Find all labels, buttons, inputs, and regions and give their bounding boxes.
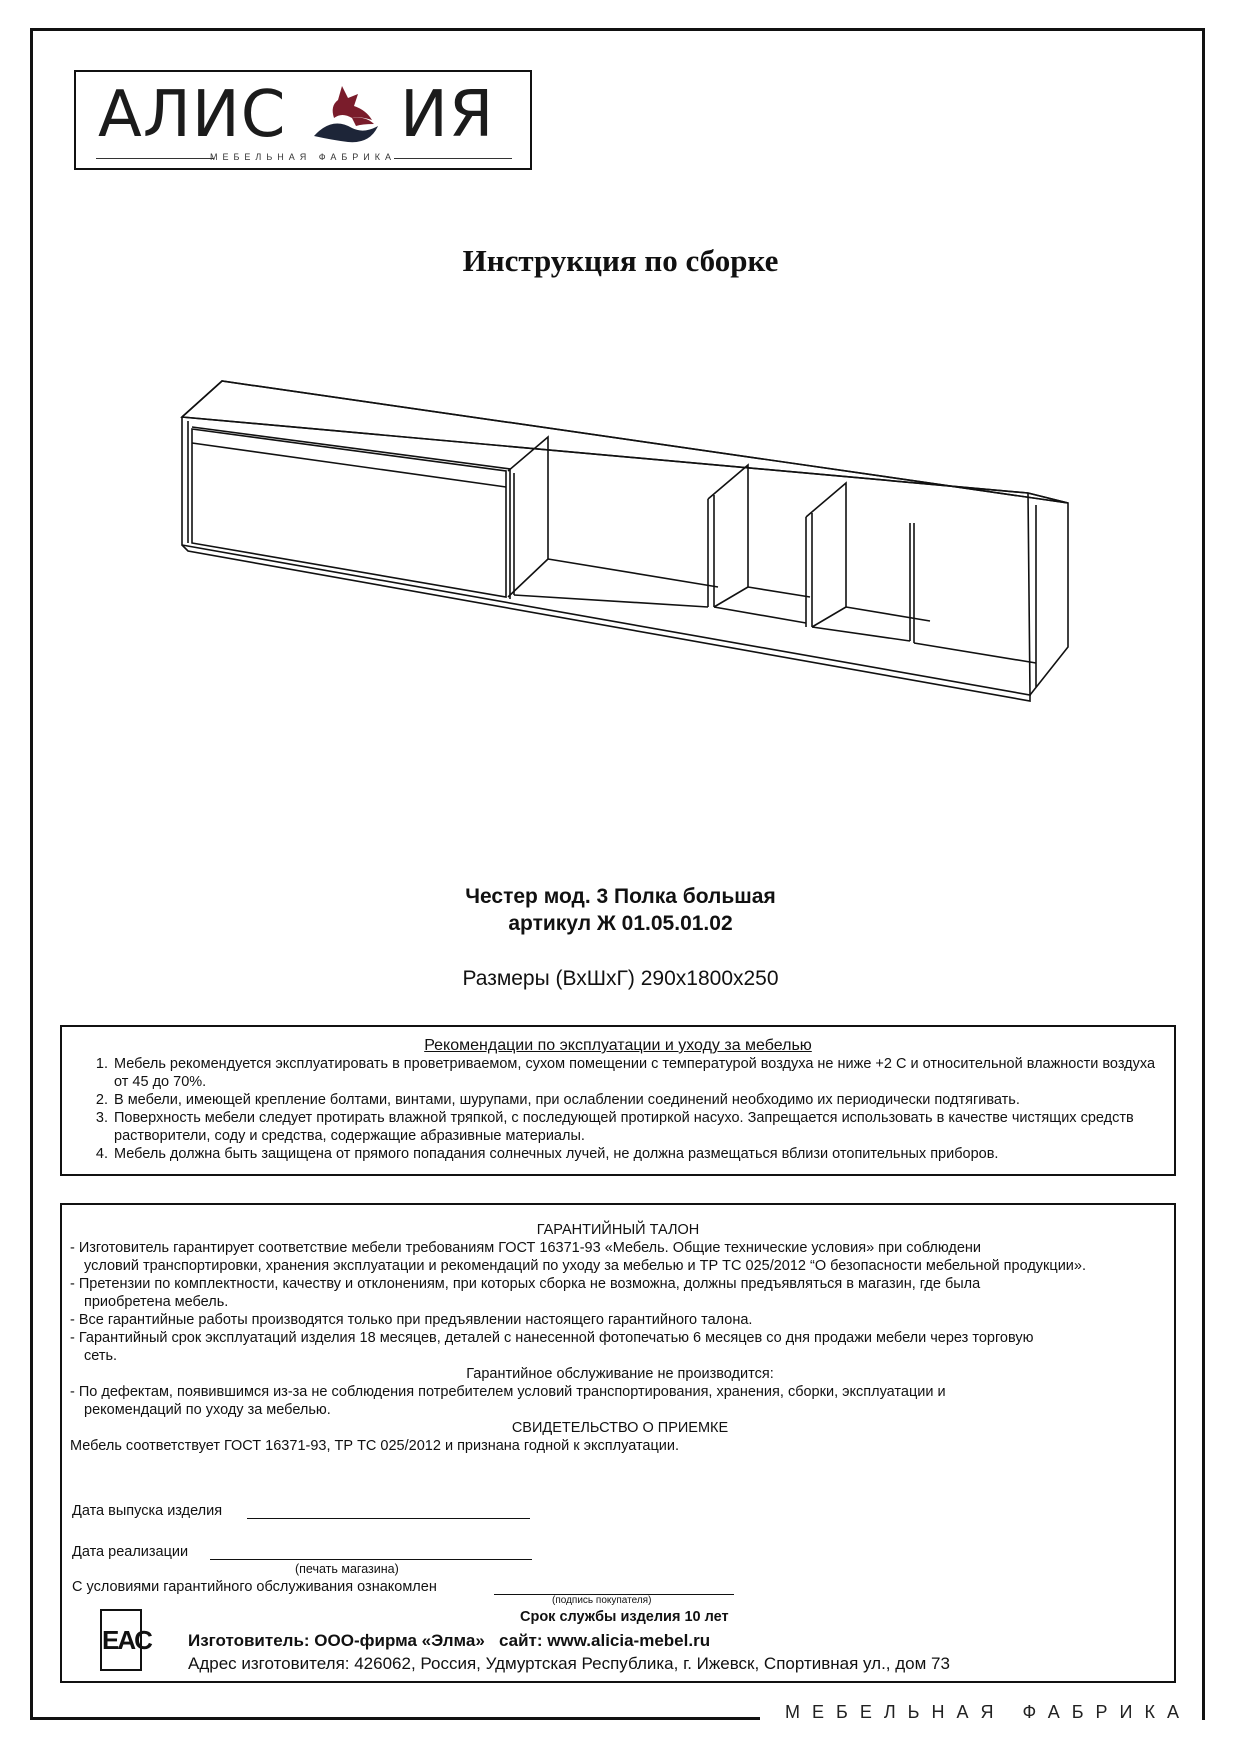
- manufacturer-info: Изготовитель: ООО-фирма «Элма» сайт: www.alicia-mebel.ru: [188, 1631, 711, 1650]
- recommendation-item: 2. В мебели, имеющей крепление болтами, винтами, шурупами, при ослаблении соединений необходимо их периодически подтягивать.: [112, 1091, 1162, 1109]
- manufacturer-address: Адрес изготовителя: 426062, Россия, Удмуртская Республика, г. Ижевск, Спортивная ул., дом 73: [188, 1654, 950, 1673]
- warranty-item: сеть.: [84, 1348, 118, 1364]
- warranty-item: - Все гарантийные работы производятся только при предъявлении настоящего гарантийного талона.: [70, 1312, 753, 1328]
- recommendations-title: Рекомендации по эксплуатации и уходу за мебелью: [424, 1037, 812, 1054]
- release-date-label: Дата выпуска изделия: [72, 1503, 223, 1519]
- logo-name-left: АЛИС: [98, 78, 287, 152]
- warranty-item: - Изготовитель гарантирует соответствие мебели требованиям ГОСТ 16371-93 «Мебель. Общие технические условия» при соблюдени: [70, 1240, 982, 1256]
- acceptance-title: СВИДЕТЕЛЬСТВО О ПРИЕМКЕ: [511, 1420, 729, 1436]
- recommendation-item: 3. Поверхность мебели следует протирать влажной тряпкой, с последующей протиркой насухо. Запрещается использовать в качестве чистящих средств растворители, соду и средства, содержащие абразивные материалы.: [112, 1109, 1162, 1145]
- product-dimensions: Размеры (ВхШхГ) 290х1800х250: [462, 967, 779, 990]
- agreed-label: С условиями гарантийного обслуживания ознакомлен: [72, 1579, 437, 1595]
- recommendations-list: [62, 1055, 1174, 1163]
- logo-subtitle: МЕБЕЛЬНАЯ ФАБРИКА: [210, 152, 396, 162]
- buyer-signature-caption: (подпись покупателя): [552, 1595, 652, 1606]
- recommendations-box: [60, 1025, 1176, 1176]
- fox-shape: [333, 86, 372, 120]
- acceptance-text: Мебель соответствует ГОСТ 16371-93, ТР ТС 025/2012 и признана годной к эксплуатации.: [70, 1438, 680, 1454]
- logo-name: [98, 78, 495, 152]
- recommendation-item: 1. Мебель рекомендуется эксплуатировать в проветриваемом, сухом помещении с температурой воздуха не ниже +2 С и относительной влажности воздуха от 45 до 70%.: [112, 1055, 1162, 1091]
- logo-name-right: ИЯ: [400, 78, 495, 152]
- warranty-item: условий транспортировки, хранения эксплуатации и рекомендаций по уходу за мебелью и ТР ТС 025/2012 “О безопасности мебельной продукции».: [84, 1258, 1086, 1274]
- warranty-item: приобретена мебель.: [84, 1294, 229, 1310]
- fox-logo-icon: [312, 82, 380, 146]
- shop-stamp-caption: (печать магазина): [295, 1562, 399, 1576]
- no-service-title: Гарантийное обслуживание не производится:: [466, 1366, 774, 1382]
- product-name: Честер мод. 3 Полка большая: [465, 885, 776, 908]
- warranty-title: ГАРАНТИЙНЫЙ ТАЛОН: [536, 1222, 700, 1238]
- warranty-items: [70, 1239, 1170, 1455]
- service-life: Срок службы изделия 10 лет: [520, 1609, 729, 1625]
- wave-shape: [314, 124, 378, 143]
- frame-bottom-line: [30, 1717, 760, 1720]
- sale-date-label: Дата реализации: [72, 1544, 189, 1560]
- product-article: артикул Ж 01.05.01.02: [508, 912, 733, 935]
- page-title: Инструкция по сборке: [462, 243, 779, 278]
- recommendation-item: 4. Мебель должна быть защищена от прямого попадания солнечных лучей, не должна размещаться вблизи отопительных приборов.: [112, 1145, 1162, 1163]
- shelf-drawing: [170, 375, 1070, 705]
- footer-brand: МЕБЕЛЬНАЯ ФАБРИКА: [785, 1702, 1191, 1722]
- warranty-item: - Претензии по комплектности, качеству и отклонениям, при которых сборка не возможна, должны предъявляться в магазин, где была: [70, 1276, 981, 1292]
- no-service-item: - По дефектам, появившимся из-за не соблюдения потребителем условий транспортирования, хранения, сборки, эксплуатации и: [70, 1384, 946, 1400]
- eac-icon: EAC: [100, 1609, 142, 1671]
- drawer-front: [192, 429, 506, 597]
- warranty-box: [60, 1203, 1176, 1683]
- warranty-item: - Гарантийный срок эксплуатаций изделия 18 месяцев, деталей с нанесенной фотопечатью 6 месяцев со дня продажи мебели через торговую: [70, 1330, 1034, 1346]
- logo: [74, 70, 532, 170]
- no-service-item: рекомендаций по уходу за мебелью.: [84, 1402, 331, 1418]
- product-info: [0, 883, 1241, 937]
- release-date-field[interactable]: [247, 1518, 530, 1519]
